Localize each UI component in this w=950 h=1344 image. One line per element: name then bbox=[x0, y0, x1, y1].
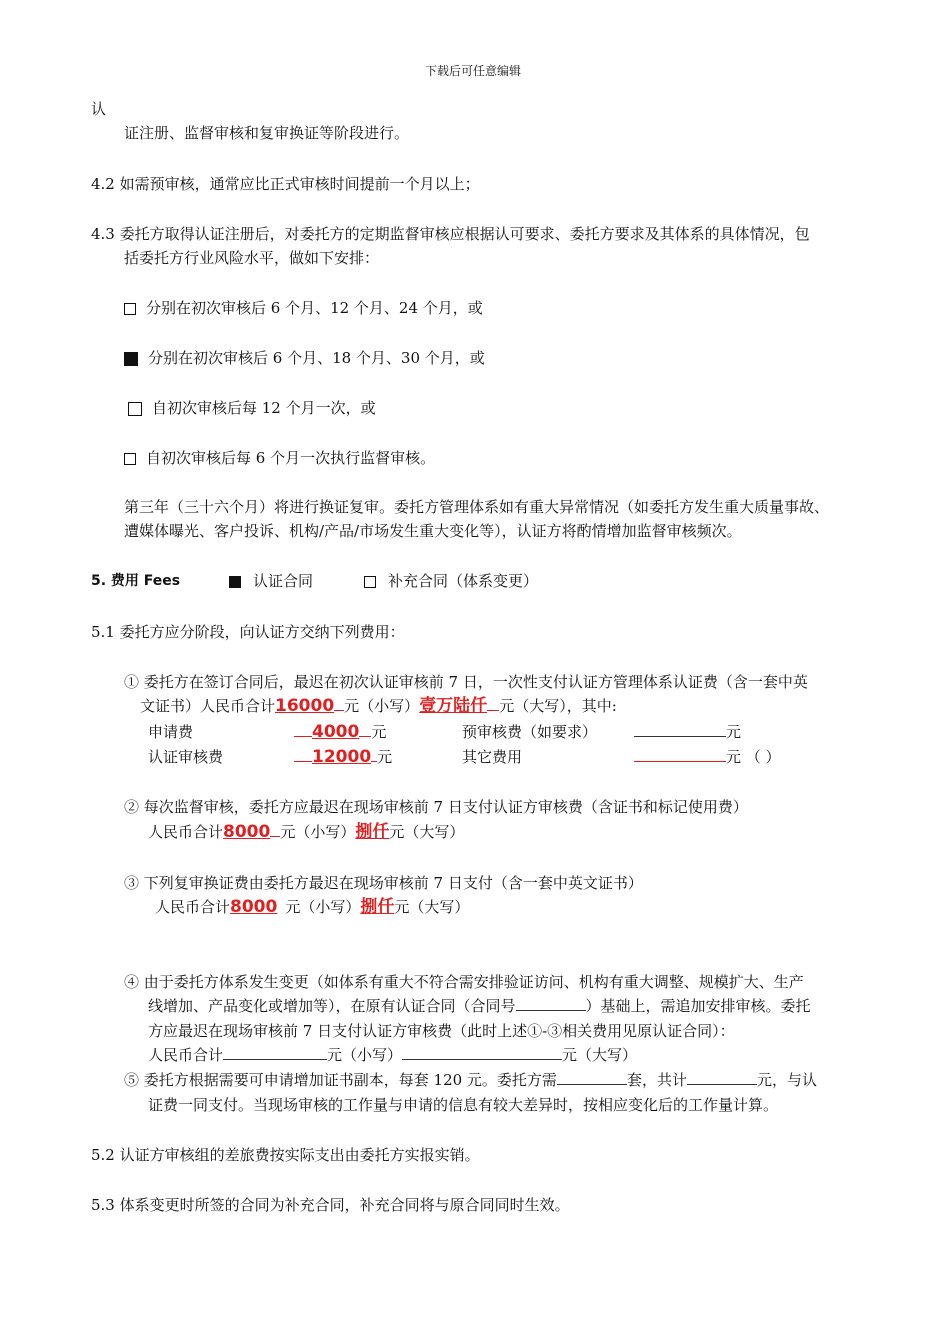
amount-chinese-field[interactable] bbox=[402, 1045, 562, 1060]
item1-line2 bbox=[140, 696, 617, 716]
checkbox-empty[interactable] bbox=[128, 402, 142, 416]
fee-other-label: 其它费用 bbox=[462, 748, 523, 766]
option-6-18-30 bbox=[124, 348, 485, 368]
option-label: 自初次审核后每 6 个月一次执行监督审核。 bbox=[146, 449, 436, 467]
option-6-12-24 bbox=[124, 298, 483, 318]
page-header: 下载后可任意编辑 bbox=[425, 64, 522, 78]
option-every-6-months bbox=[124, 448, 435, 468]
fee-preaudit-label: 预审核费（如要求） bbox=[462, 723, 598, 741]
text: 线增加、产品变化或增加等），在原有认证合同（合同号 bbox=[148, 997, 516, 1015]
unit: 元 （ ） bbox=[726, 748, 781, 766]
text: 元，与认 bbox=[756, 1071, 817, 1089]
text: 元（小写） bbox=[327, 1046, 403, 1064]
text: 元（小写） bbox=[344, 697, 420, 715]
fee-preaudit-value bbox=[634, 722, 741, 742]
item5-line1 bbox=[124, 1070, 817, 1090]
checkbox-empty[interactable] bbox=[364, 576, 376, 588]
fee-other-value bbox=[634, 747, 781, 767]
item1-line1: ① 委托方在签订合同后，最迟在初次认证审核前 7 日，一次性支付认证方管理体系认证费（含一套中英 bbox=[124, 673, 808, 691]
text: 文证书）人民币合计 bbox=[140, 697, 276, 715]
item4-line2 bbox=[148, 996, 811, 1016]
paragraph-continuation: 证注册、监督审核和复审换证等阶段进行。 bbox=[124, 124, 410, 142]
blank-field[interactable] bbox=[634, 722, 726, 737]
fees-option-supplementary bbox=[364, 571, 538, 591]
checkbox-checked[interactable] bbox=[124, 352, 138, 366]
amount-chinese: 捌仟 bbox=[360, 897, 395, 917]
blank-field[interactable] bbox=[634, 747, 726, 762]
item3-line2 bbox=[155, 897, 469, 917]
amount-small: 16000 bbox=[275, 696, 335, 716]
item4-line4 bbox=[148, 1045, 637, 1065]
amount-small: 8000 bbox=[230, 897, 278, 917]
option-label: 认证合同 bbox=[253, 572, 314, 590]
unit: 元 bbox=[726, 723, 742, 741]
recertification-line2: 遭媒体曝光、客户投诉、机构/产品/市场发生重大变化等），认证方将酌情增加监督审核频次。 bbox=[124, 522, 742, 540]
total-field[interactable] bbox=[687, 1070, 757, 1085]
fee-application-label: 申请费 bbox=[148, 723, 194, 741]
option-label: 自初次审核后每 12 个月一次，或 bbox=[152, 399, 376, 417]
option-label: 补充合同（体系变更） bbox=[388, 572, 539, 590]
checkbox-empty[interactable] bbox=[124, 453, 136, 465]
contract-number-field[interactable] bbox=[516, 996, 586, 1011]
option-label: 分别在初次审核后 6 个月、12 个月、24 个月，或 bbox=[146, 299, 483, 317]
clause-5-2: 5.2 认证方审核组的差旅费按实际支出由委托方实报实销。 bbox=[91, 1146, 480, 1164]
amount: 4000 bbox=[312, 722, 360, 742]
clause-5-1: 5.1 委托方应分阶段，向认证方交纳下列费用： bbox=[91, 623, 405, 641]
item4-line3: 方应最迟在现场审核前 7 日支付认证方审核费（此时上述①-③相关费用见原认证合同）： bbox=[148, 1022, 735, 1040]
item4-line1: ④ 由于委托方体系发生变更（如体系有重大不符合需安排验证访问、机构有重大调整、规模扩大、生产 bbox=[124, 973, 804, 991]
text: 套，共计 bbox=[626, 1071, 687, 1089]
text: 元（大写） bbox=[394, 898, 470, 916]
text: 人民币合计 bbox=[148, 1046, 224, 1064]
text: 元（小写） bbox=[285, 898, 361, 916]
paragraph-fragment: 认 bbox=[91, 100, 107, 118]
checkbox-empty[interactable] bbox=[124, 303, 136, 315]
amount-chinese: 捌仟 bbox=[355, 822, 390, 842]
clause-4-3-line1: 4.3 委托方取得认证注册后，对委托方的定期监督审核应根据认可要求、委托方要求及其体系的具体情况，包 bbox=[91, 225, 810, 243]
amount-small-field[interactable] bbox=[223, 1045, 327, 1060]
text: 元（大写），其中: bbox=[499, 697, 617, 715]
item5-line2: 证费一同支付。当现场审核的工作量与申请的信息有较大差异时，按相应变化后的工作量计算。 bbox=[148, 1096, 779, 1114]
recertification-line1: 第三年（三十六个月）将进行换证复审。委托方管理体系如有重大异常情况（如委托方发生重大质量事故、 bbox=[124, 498, 830, 516]
text: ）基础上，需追加安排审核。委托 bbox=[585, 997, 811, 1015]
fee-cert-audit-value bbox=[294, 747, 392, 767]
text: 元（小写） bbox=[280, 823, 356, 841]
amount: 12000 bbox=[312, 747, 372, 767]
item2-line1: ② 每次监督审核，委托方应最迟在现场审核前 7 日支付认证方审核费（含证书和标记使用费） bbox=[124, 798, 748, 816]
text: 人民币合计 bbox=[148, 823, 224, 841]
amount-small: 8000 bbox=[223, 822, 271, 842]
option-every-12-months bbox=[128, 398, 376, 418]
clause-4-2: 4.2 如需预审核，通常应比正式审核时间提前一个月以上； bbox=[91, 175, 480, 193]
text: 元（大写） bbox=[389, 823, 465, 841]
fee-application-value bbox=[294, 722, 386, 742]
unit: 元 bbox=[371, 723, 387, 741]
clause-4-3-line2: 括委托方行业风险水平，做如下安排： bbox=[124, 249, 380, 267]
option-label: 分别在初次审核后 6 个月、18 个月、30 个月，或 bbox=[148, 349, 485, 367]
text: 元（大写） bbox=[562, 1046, 638, 1064]
item3-line1: ③ 下列复审换证费由委托方最迟在现场审核前 7 日支付（含一套中英文证书） bbox=[124, 874, 643, 892]
checkbox-checked[interactable] bbox=[229, 576, 241, 588]
amount-chinese: 壹万陆仟 bbox=[419, 696, 488, 716]
unit: 元 bbox=[377, 748, 393, 766]
text: ⑤ 委托方根据需要可申请增加证书副本，每套 120 元。委托方需 bbox=[124, 1071, 557, 1089]
fee-cert-audit-label: 认证审核费 bbox=[148, 748, 224, 766]
section-5-title: 5. 费用 Fees bbox=[91, 573, 181, 589]
sets-field[interactable] bbox=[557, 1070, 627, 1085]
clause-5-3: 5.3 体系变更时所签的合同为补充合同，补充合同将与原合同同时生效。 bbox=[91, 1196, 570, 1214]
item2-line2 bbox=[148, 822, 464, 842]
fees-option-cert-contract bbox=[229, 571, 313, 591]
text: 人民币合计 bbox=[155, 898, 231, 916]
